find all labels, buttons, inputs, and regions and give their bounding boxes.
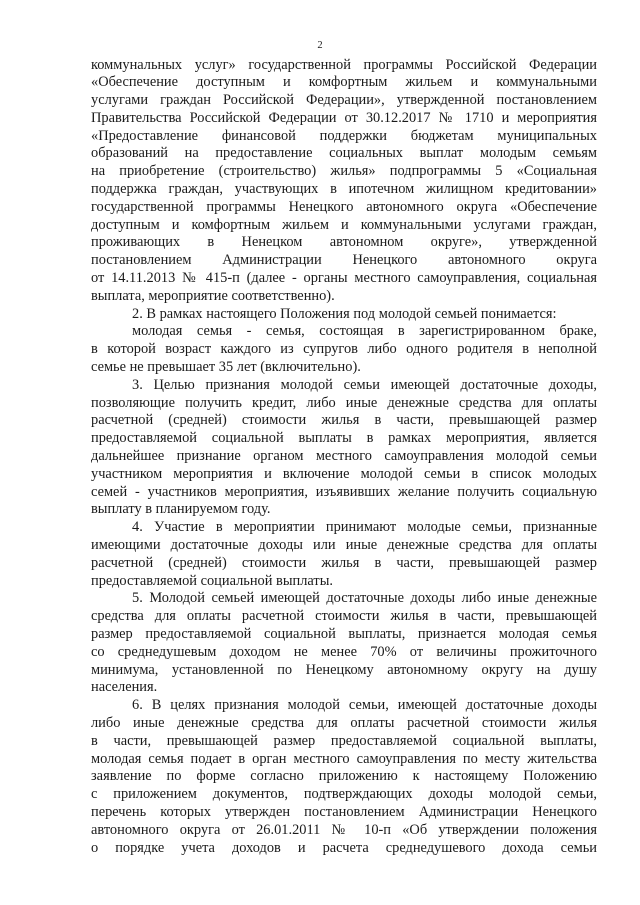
text-line: образований на предоставление социальных выплат молодым семьям: [91, 145, 597, 162]
text-line: 5. Молодой семьей имеющей достаточные доходы либо иные денежные: [132, 590, 597, 607]
text-line: на приобретение (строительство) жилья» подпрограммы 5 «Социальная: [91, 163, 597, 180]
text-line: либо иные денежные средства для оплаты расчетной стоимости жилья: [91, 714, 597, 731]
text-line: имеющими достаточные доходы или иные денежные средства для оплаты: [91, 537, 597, 554]
document-body: [91, 57, 597, 858]
text-line: автономного округа от 26.01.2011 № 10-п «Об утверждении положения: [91, 821, 597, 838]
text-line: 2. В рамках настоящего Положения под молодой семьей понимается:: [132, 305, 557, 322]
text-line: «Обеспечение доступным и комфортным жильем и коммунальными: [91, 74, 597, 91]
text-line: заявление по форме согласно приложению к настоящему Положению: [91, 768, 597, 785]
text-line: в части, превышающей размер предоставляемой социальной выплаты,: [91, 732, 597, 749]
text-line: коммунальных услуг» государственной программы Российской Федерации: [91, 56, 597, 73]
text-line: семей - участников мероприятия, изъявивших желание получить социальную: [91, 483, 597, 500]
text-line: семье не превышает 35 лет (включительно).: [91, 359, 361, 376]
text-line: минимума, установленной по Ненецкому автономному округу на душу: [91, 661, 597, 678]
text-line: молодая семья - семья, состоящая в зарегистрированном браке,: [132, 323, 597, 340]
text-line: поддержка граждан, участвующих в ипотечном жилищном кредитовании»: [91, 181, 597, 198]
text-line: проживающих в Ненецком автономном округе», утвержденной: [91, 234, 597, 251]
text-line: молодая семья подает в орган местного самоуправления по месту жительства: [91, 750, 597, 767]
text-line: дальнейшее признание органом местного самоуправления молодой семьи: [91, 448, 597, 465]
text-line: в которой возраст каждого из супругов либо одного родителя в неполной: [91, 341, 597, 358]
text-line: участником мероприятия и включение молодой семьи в список молодых: [91, 465, 597, 482]
text-line: доступным и комфортным жильем и коммунальными услугами граждан,: [91, 216, 597, 233]
text-line: государственной программы Ненецкого автономного округа «Обеспечение: [91, 198, 597, 215]
text-line: 4. Участие в мероприятии принимают молодые семьи, признанные: [132, 519, 597, 536]
text-line: выплата, мероприятие соответственно).: [91, 287, 335, 304]
text-line: услугами граждан Российской Федерации», утвержденной постановлением: [91, 92, 597, 109]
text-line: о порядке учета доходов и расчета среднедушевого дохода семьи: [91, 839, 597, 856]
text-line: 3. Целью признания молодой семьи имеющей достаточные доходы,: [132, 376, 597, 393]
text-line: расчетной (средней) стоимости жилья в части, превышающей размер: [91, 412, 597, 429]
text-line: позволяющие получить кредит, либо иные денежные средства для оплаты: [91, 394, 597, 411]
text-line: расчетной (средней) стоимости жилья в части, превышающей размер: [91, 554, 597, 571]
text-line: средства для оплаты расчетной стоимости жилья в части, превышающей: [91, 608, 597, 625]
text-line: Правительства Российской Федерации от 30.12.2017 № 1710 и мероприятия: [91, 109, 597, 126]
text-line: «Предоставление финансовой поддержки бюджетам муниципальных: [91, 127, 597, 144]
text-line: от 14.11.2013 № 415-п (далее - органы местного самоуправления, социальная: [91, 270, 597, 287]
text-line: населения.: [91, 679, 158, 696]
page-number: 2: [317, 40, 323, 51]
text-line: перечень которых утвержден постановлением Администрации Ненецкого: [91, 803, 597, 820]
text-line: выплату в планируемом году.: [91, 501, 271, 518]
text-line: предоставляемой социальной выплаты в рамках мероприятия, является: [91, 430, 597, 447]
text-line: с приложением документов, подтверждающих доходы молодой семьи,: [91, 786, 597, 803]
text-line: 6. В целях признания молодой семьи, имеющей достаточные доходы: [132, 697, 597, 714]
text-line: размер предоставляемой социальной выплаты, признается молодая семья: [91, 626, 597, 642]
text-line: со среднедушевым доходом не менее 70% от величины прожиточного: [91, 643, 597, 660]
text-line: предоставляемой социальной выплаты.: [91, 572, 333, 589]
text-line: постановлением Администрации Ненецкого автономного округа: [91, 252, 597, 269]
